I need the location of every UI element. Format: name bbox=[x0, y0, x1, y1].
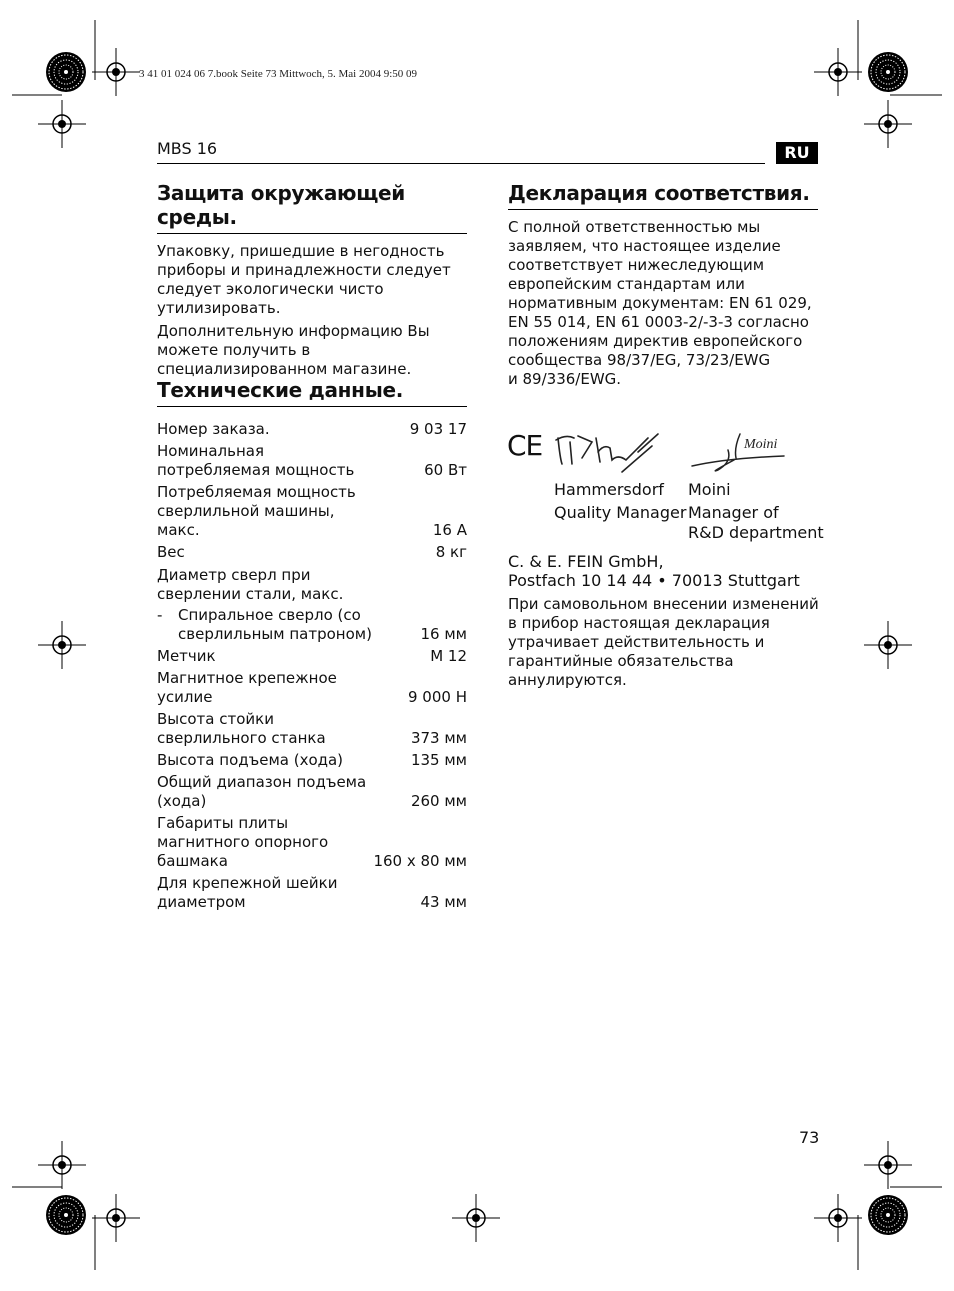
ce-mark: CE bbox=[507, 429, 543, 462]
spec-label: диаметром bbox=[157, 893, 246, 911]
spec-value: 60 Вт bbox=[424, 461, 467, 479]
spec-row bbox=[157, 442, 467, 480]
spec-row bbox=[157, 606, 467, 644]
spec-row bbox=[157, 669, 467, 707]
signatory-right bbox=[688, 480, 824, 543]
section-divider bbox=[157, 406, 467, 407]
spec-label: Магнитное крепежное bbox=[157, 669, 337, 687]
environment-paragraph: Дополнительную информацию Вы можете получить в специализированном магазине. bbox=[157, 322, 430, 378]
signatory-role: R&D department bbox=[688, 523, 824, 542]
crosshair-icon bbox=[92, 48, 140, 96]
signatory-name: Moini bbox=[688, 480, 731, 499]
tech-heading: Технические данные. bbox=[157, 378, 404, 402]
declaration-paragraph: С полной ответственностью мы заявляем, что настоящее изделие соответствует нижеследующим европейским стандартам или нормативным документам: EN 61 029, EN 55 014, EN 61 0003-2/-3-3 согласно положениям директив европейского сообщества 98/37/EG, 73/23/EWG и 89/336/EWG. bbox=[508, 218, 812, 388]
crosshair-icon bbox=[38, 100, 86, 148]
section-divider bbox=[157, 233, 467, 234]
modification-note: При самовольном внесении изменений в прибор настоящая декларация утрачивает действительность и гарантийные обязательства аннулируются. bbox=[508, 595, 819, 689]
spec-label: сверлильным патроном) bbox=[178, 625, 372, 643]
signature-moini bbox=[688, 430, 800, 474]
spec-row bbox=[157, 647, 467, 666]
header-divider bbox=[157, 163, 765, 164]
registration-star-icon bbox=[46, 52, 86, 92]
crosshair-icon bbox=[864, 1141, 912, 1189]
crosshair-icon bbox=[864, 621, 912, 669]
registration-star-icon bbox=[868, 52, 908, 92]
signature-hammersdorf bbox=[552, 428, 672, 478]
spec-row bbox=[157, 566, 467, 604]
declaration-section bbox=[508, 181, 818, 389]
section-divider bbox=[508, 209, 818, 210]
page-number: 73 bbox=[799, 1128, 820, 1147]
spec-label: Общий диапазон подъема bbox=[157, 773, 367, 791]
list-dash: - bbox=[157, 606, 163, 624]
spec-label: (хода) bbox=[157, 792, 207, 810]
spec-label: сверлильной машины, bbox=[157, 502, 335, 520]
company-address: C. & E. FEIN GmbH, Postfach 10 14 44 • 70013 Stuttgart bbox=[508, 552, 800, 590]
spec-row bbox=[157, 814, 467, 871]
spec-value: М 12 bbox=[430, 647, 467, 665]
language-badge: RU bbox=[776, 142, 818, 164]
spec-label: Габариты плиты bbox=[157, 814, 289, 832]
spec-label: Диаметр сверл при bbox=[157, 566, 311, 584]
spec-row bbox=[157, 420, 467, 439]
spec-label: сверлении стали, макс. bbox=[157, 585, 344, 603]
spec-row bbox=[157, 483, 467, 540]
spec-value: 16 мм bbox=[420, 625, 467, 643]
spec-value: 9 000 Н bbox=[408, 688, 467, 706]
environment-paragraph: Упаковку, пришедшие в негодность приборы и принадлежности следует следует экологически чисто утилизировать. bbox=[157, 242, 451, 317]
spec-label: Номер заказа. bbox=[157, 420, 270, 438]
spec-value: 260 мм bbox=[410, 792, 467, 810]
spec-label: Высота стойки bbox=[157, 710, 274, 728]
spec-label: магнитного опорного bbox=[157, 833, 329, 851]
signatory-role: Manager of bbox=[688, 503, 779, 522]
spec-label: Номинальная bbox=[157, 442, 264, 460]
registration-star-icon bbox=[868, 1195, 908, 1235]
signatory-role: Quality Manager bbox=[554, 503, 687, 522]
spec-row bbox=[157, 874, 467, 912]
spec-label: Потребляемая мощность bbox=[157, 483, 356, 501]
signature-text: Moini bbox=[744, 437, 778, 452]
spec-label: усилие bbox=[157, 688, 213, 706]
spec-value: 9 03 17 bbox=[409, 420, 467, 438]
environment-section bbox=[157, 181, 467, 379]
spec-label: Высота подъема (хода) bbox=[157, 751, 344, 769]
spec-value: 16 А bbox=[432, 521, 467, 539]
spec-label: потребляемая мощность bbox=[157, 461, 355, 479]
environment-heading: Защита окружающей среды. bbox=[157, 181, 405, 229]
crosshair-icon bbox=[92, 1194, 140, 1242]
spec-value: 135 мм bbox=[410, 751, 467, 769]
spec-label: Метчик bbox=[157, 647, 216, 665]
spec-row bbox=[157, 751, 467, 770]
spec-row bbox=[157, 710, 467, 748]
spec-label: башмака bbox=[157, 852, 228, 870]
file-info: 3 41 01 024 06 7.book Seite 73 Mittwoch, 5. Mai 2004 9:50 09 bbox=[139, 68, 418, 80]
spec-value: 43 мм bbox=[420, 893, 467, 911]
spec-row bbox=[157, 543, 467, 562]
spec-label: макс. bbox=[157, 521, 200, 539]
spec-label: сверлильного станка bbox=[157, 729, 326, 747]
spec-value: 8 кг bbox=[435, 543, 467, 561]
spec-value: 373 мм bbox=[410, 729, 467, 747]
crosshair-icon bbox=[38, 621, 86, 669]
crosshair-icon bbox=[864, 100, 912, 148]
signatory-name: Hammersdorf bbox=[554, 480, 664, 499]
crosshair-icon bbox=[452, 1194, 500, 1242]
registration-star-icon bbox=[46, 1195, 86, 1235]
tech-section bbox=[157, 378, 467, 407]
crosshair-icon bbox=[814, 1194, 862, 1242]
spec-label: Для крепежной шейки bbox=[157, 874, 338, 892]
spec-label: Спиральное сверло (со bbox=[178, 606, 361, 624]
model-title: MBS 16 bbox=[157, 139, 218, 158]
signatory-left bbox=[554, 480, 686, 523]
spec-label: Вес bbox=[157, 543, 185, 561]
crosshair-icon bbox=[814, 48, 862, 96]
crosshair-icon bbox=[38, 1141, 86, 1189]
spec-value: 160 x 80 мм bbox=[373, 852, 467, 870]
declaration-heading: Декларация соответствия. bbox=[508, 181, 810, 205]
spec-row bbox=[157, 773, 467, 811]
